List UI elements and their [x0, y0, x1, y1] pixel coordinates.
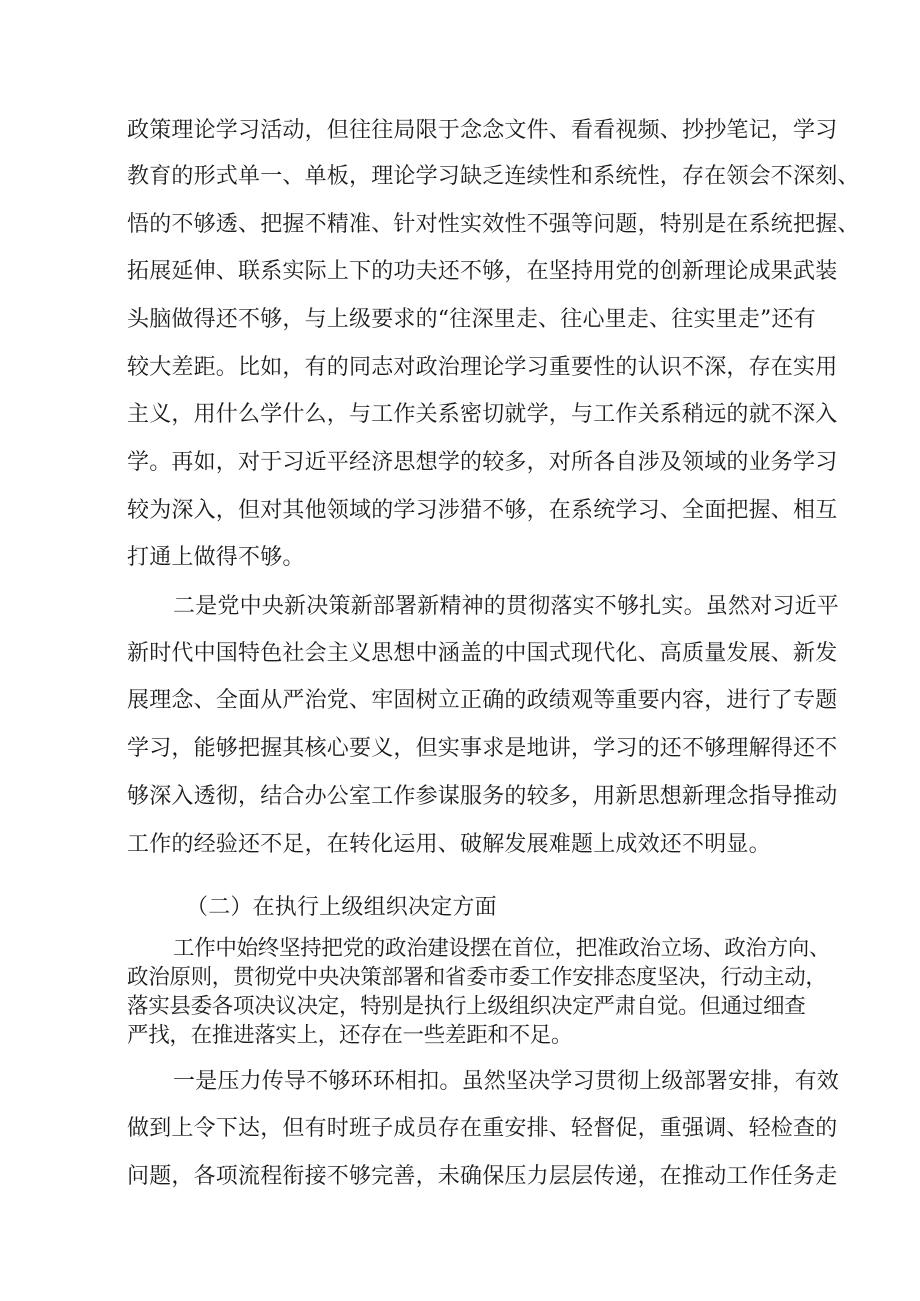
- body-line: 学。再如，对于习近平经济思想学的较多，对所各自涉及领域的业务学习: [127, 450, 838, 475]
- section-heading: （二）在执行上级组织决定方面: [186, 895, 497, 920]
- body-line: 工作的经验还不足，在转化运用、破解发展难题上成效还不明显。: [127, 832, 771, 857]
- body-line: 落实县委各项决议决定，特别是执行上级组织决定严肃自觉。但通过细查: [127, 994, 806, 1019]
- body-line: 展理念、全面从严治党、牢固树立正确的政绩观等重要内容，进行了专题: [127, 688, 838, 713]
- paragraph-first-line: 二是党中央新决策新部署新精神的贯彻落实不够扎实。虽然对习近平: [173, 594, 840, 619]
- body-line: 较大差距。比如，有的同志对政治理论学习重要性的认识不深，存在实用: [127, 355, 838, 380]
- paragraph-first-line: 工作中始终坚持把党的政治建设摆在首位，把准政治立场、政治方向、: [173, 936, 831, 961]
- body-line: 问题，各项流程衔接不够完善，未确保压力层层传递，在推动工作任务走: [127, 1164, 838, 1189]
- body-line: 教育的形式单一、单板，理论学习缺乏连续性和系统性，存在领会不深刻、: [127, 164, 860, 189]
- body-line: 主义，用什么学什么，与工作关系密切就学，与工作关系稍远的就不深入: [127, 402, 838, 427]
- body-line: 打通上做得不够。: [127, 545, 305, 570]
- body-line: 严找，在推进落实上，还存在一些差距和不足。: [127, 1023, 573, 1048]
- body-line: 政治原则，贯彻党中央决策部署和省委市委工作安排态度坚决，行动主动，: [127, 965, 827, 990]
- body-line: 悟的不够透、把握不精准、针对性实效性不强等问题，特别是在系统把握、: [127, 212, 860, 237]
- body-line: 做到上令下达，但有时班子成员存在重安排、轻督促，重强调、轻检查的: [127, 1116, 838, 1141]
- paragraph-first-line: 一是压力传导不够环环相扣。虽然坚决学习贯彻上级部署安排，有效: [173, 1069, 840, 1094]
- body-line: 政策理论学习活动，但往往局限于念念文件、看看视频、抄抄笔记，学习: [127, 118, 838, 143]
- body-line: 头脑做得还不够，与上级要求的“往深里走、往心里走、往实里走”还有: [127, 307, 816, 332]
- body-line: 拓展延伸、联系实际上下的功夫还不够，在坚持用党的创新理论成果武装: [127, 259, 838, 284]
- body-line: 较为深入，但对其他领域的学习涉猎不够，在系统学习、全面把握、相互: [127, 498, 838, 523]
- body-line: 新时代中国特色社会主义思想中涵盖的中国式现代化、高质量发展、新发: [127, 641, 838, 666]
- body-line: 够深入透彻，结合办公室工作参谋服务的较多，用新思想新理念指导推动: [127, 784, 838, 809]
- body-line: 学习，能够把握其核心要义，但实事求是地讲，学习的还不够理解得还不: [127, 736, 838, 761]
